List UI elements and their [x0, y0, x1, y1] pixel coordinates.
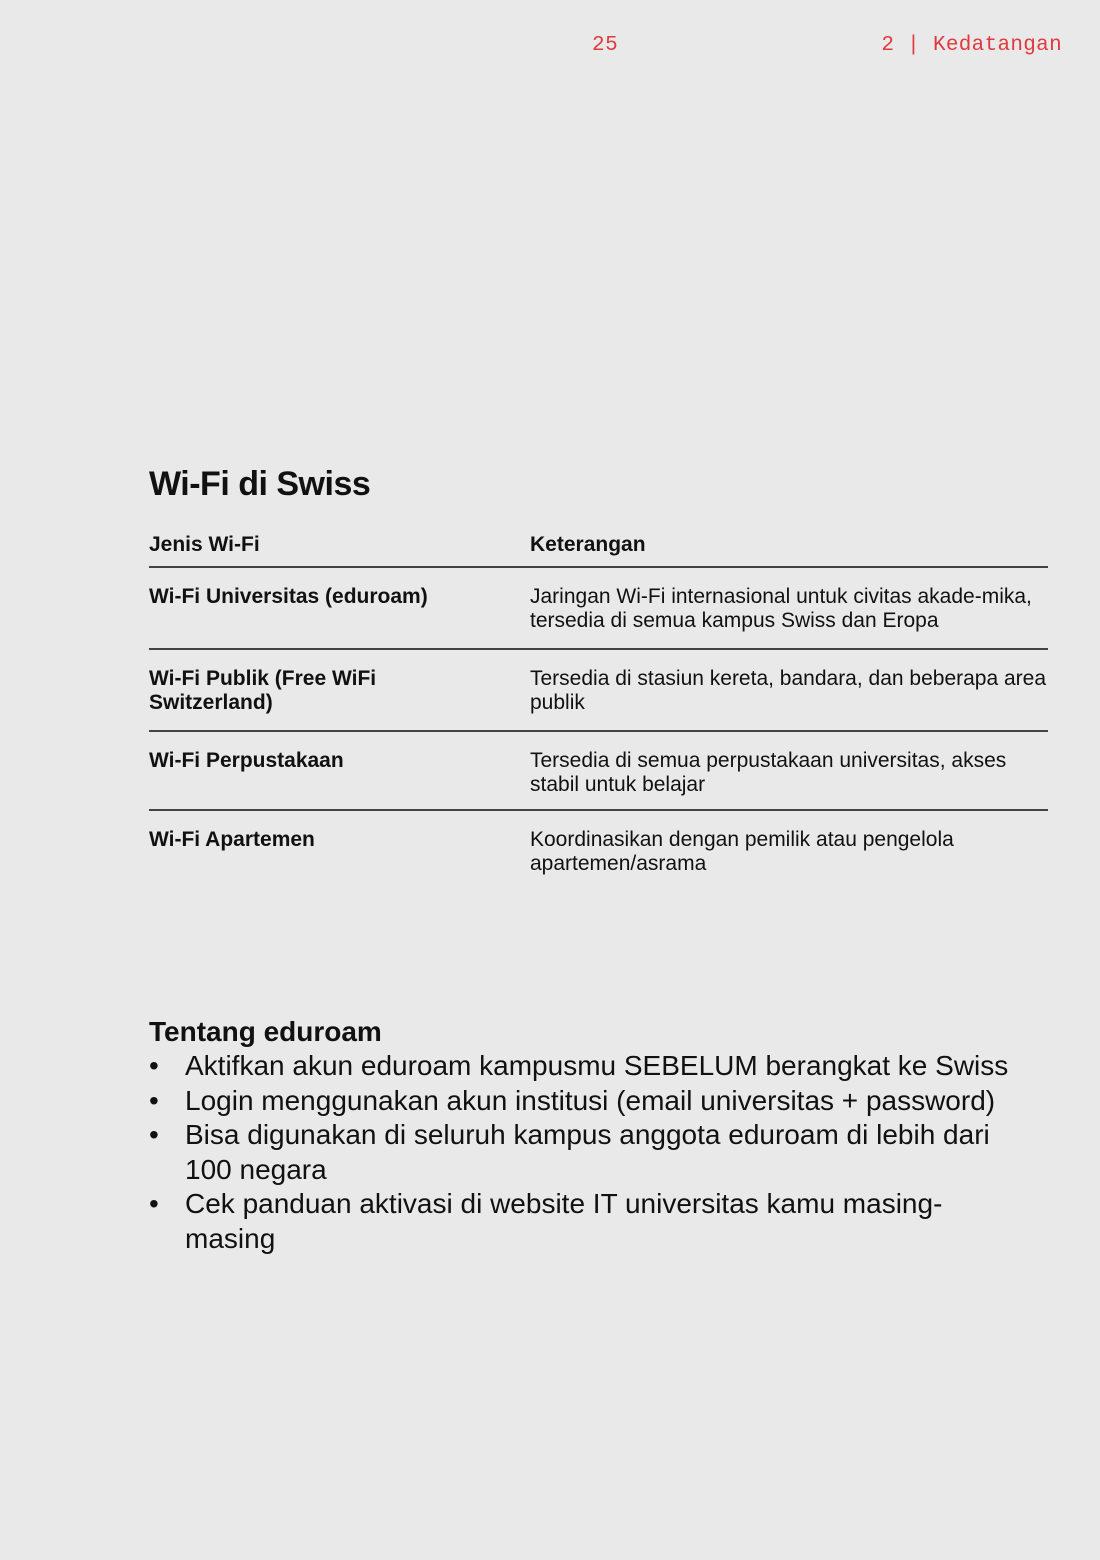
wifi-description-cell: Jaringan Wi-Fi internasional untuk civitas akade-mika, tersedia di semua kampus Swiss dan Eropa — [530, 585, 1032, 632]
list-item — [149, 1049, 1049, 1084]
wifi-table — [149, 530, 1048, 891]
chapter-label: 2 | Kedatangan — [881, 34, 1062, 57]
list-item-text: Bisa digunakan di seluruh kampus anggota eduroam di lebih dari 100 negara — [185, 1119, 990, 1185]
eduroam-section — [149, 1015, 1049, 1256]
eduroam-list — [149, 1049, 1049, 1256]
wifi-type-cell: Wi-Fi Perpustakaan — [149, 749, 344, 772]
page-number: 25 — [592, 34, 619, 57]
bullet-icon: • — [149, 1050, 159, 1081]
list-item-text: Login menggunakan akun institusi (email universitas + password) — [185, 1084, 996, 1116]
table-row — [149, 568, 1048, 650]
list-item-text: Aktifkan akun eduroam kampusmu SEBELUM berangkat ke Swiss — [185, 1050, 1009, 1081]
list-item-text: Cek panduan aktivasi di website IT universitas kamu masing-masing — [185, 1188, 943, 1254]
list-item — [149, 1084, 1049, 1119]
table-row — [149, 732, 1048, 811]
table-header — [149, 530, 1048, 568]
column-header-type: Jenis Wi-Fi — [149, 533, 260, 556]
wifi-type-cell: Wi-Fi Apartemen — [149, 828, 315, 851]
column-header-description: Keterangan — [530, 533, 646, 556]
wifi-description-cell: Tersedia di stasiun kereta, bandara, dan beberapa area publik — [530, 667, 1047, 714]
list-item — [149, 1187, 1049, 1256]
section-title: Wi-Fi di Swiss — [149, 465, 371, 503]
wifi-type-cell: Wi-Fi Universitas (eduroam) — [149, 585, 428, 608]
wifi-type-cell: Wi-Fi Publik (Free WiFi Switzerland) — [149, 667, 377, 714]
list-item — [149, 1118, 1049, 1187]
bullet-icon: • — [149, 1119, 159, 1150]
eduroam-title: Tentang eduroam — [149, 1016, 382, 1047]
table-row — [149, 650, 1048, 732]
wifi-description-cell: Tersedia di semua perpustakaan universitas, akses stabil untuk belajar — [530, 749, 1007, 796]
wifi-description-cell: Koordinasikan dengan pemilik atau pengelola apartemen/asrama — [530, 828, 954, 875]
table-row — [149, 811, 1048, 891]
bullet-icon: • — [149, 1188, 159, 1219]
bullet-icon: • — [149, 1084, 159, 1116]
